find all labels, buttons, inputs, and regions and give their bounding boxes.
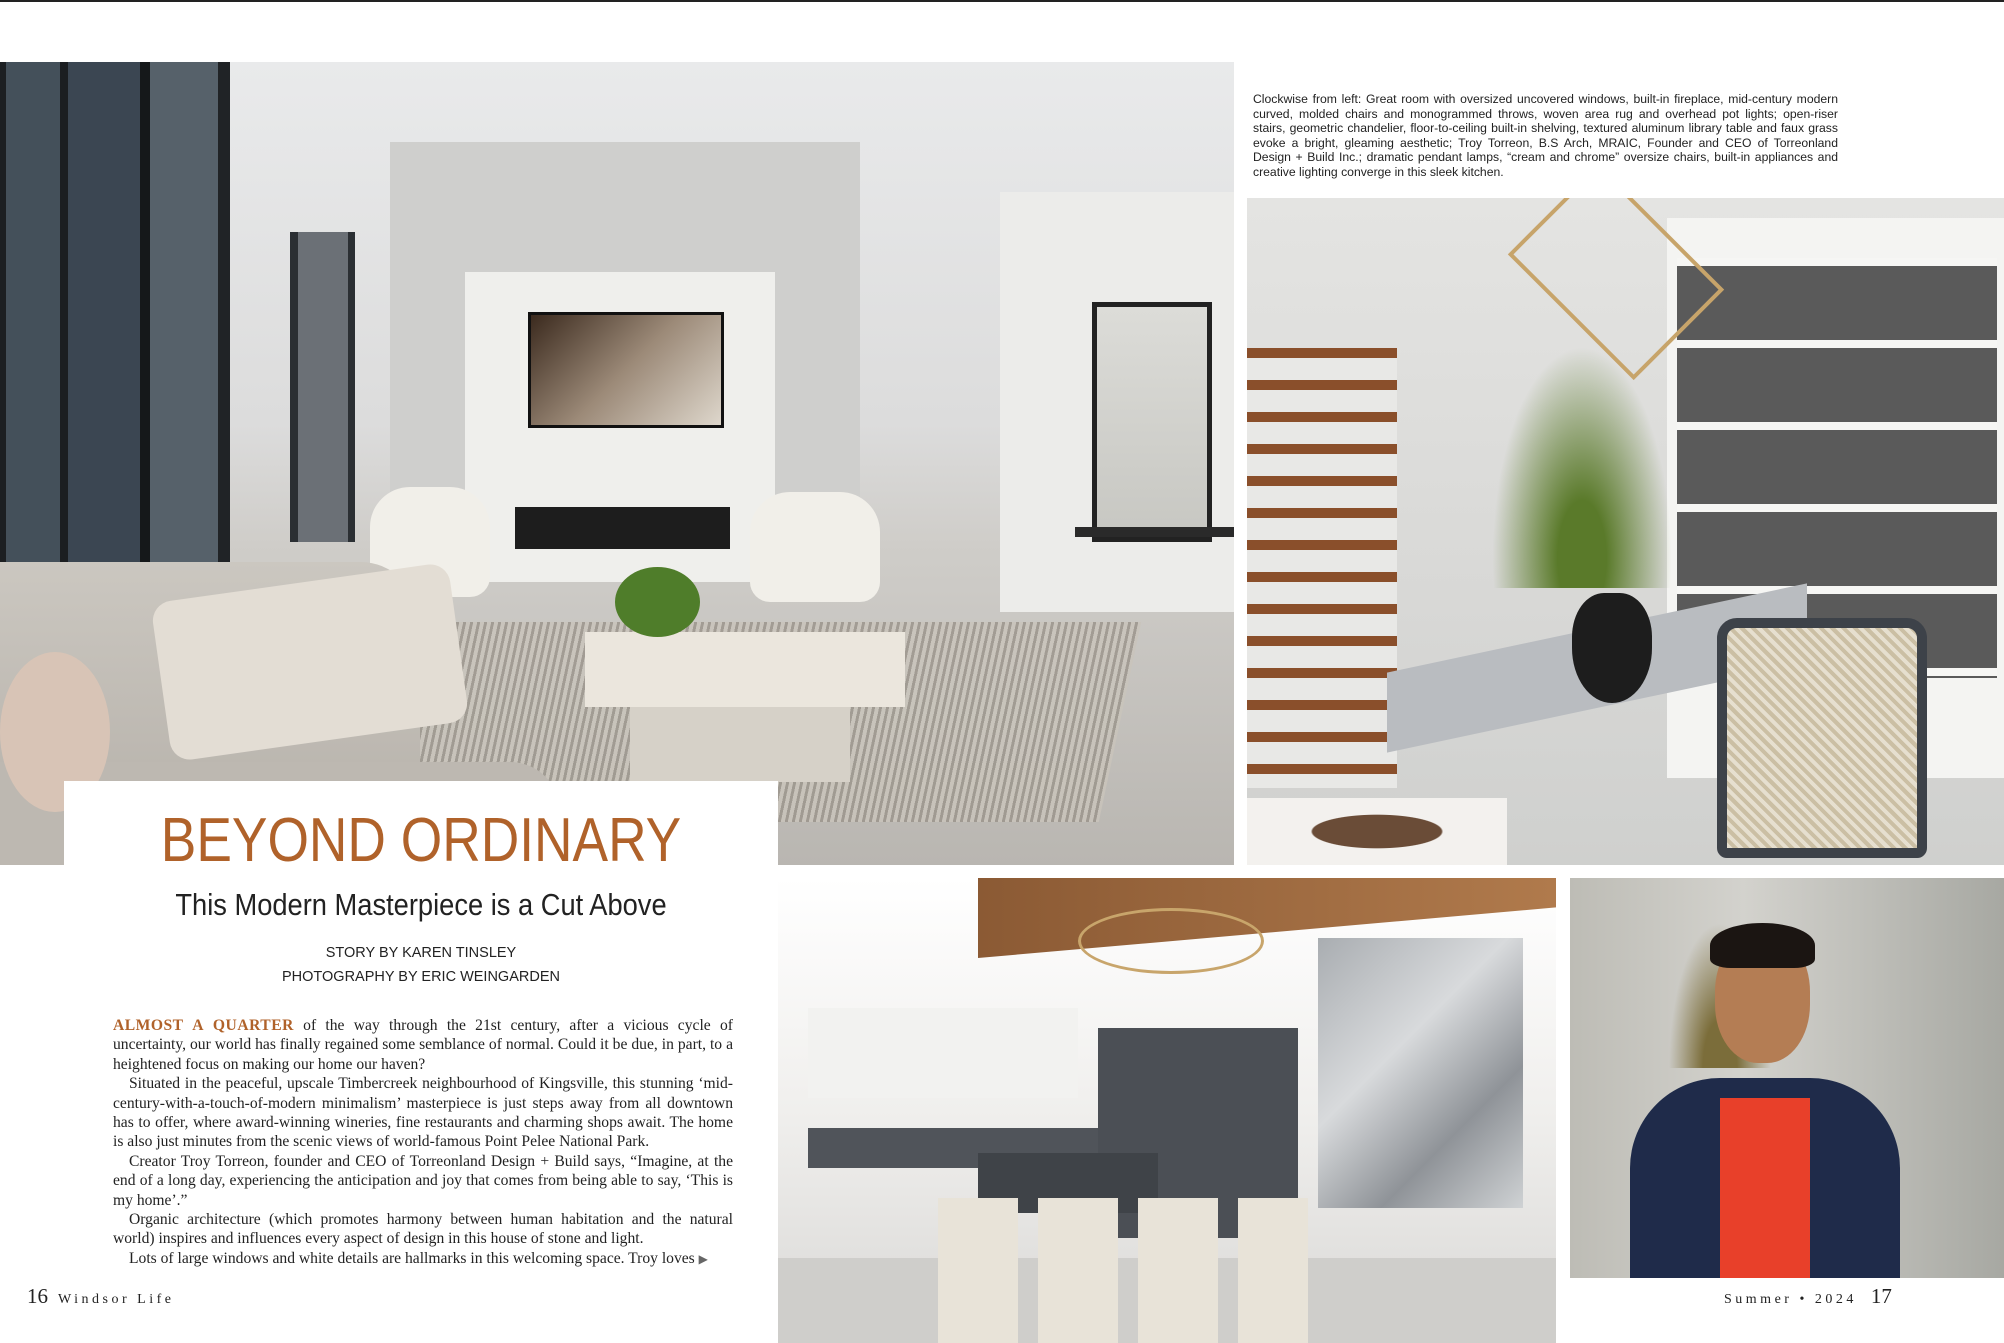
paragraph [113, 1016, 733, 1074]
faux-grass [1467, 288, 1697, 588]
portrait-photo [1570, 878, 2004, 1278]
issue-date: Summer • 2024 [1724, 1292, 1857, 1307]
pendant-lamps [1078, 908, 1264, 974]
great-room-photo [0, 62, 1234, 865]
paragraph [113, 1249, 733, 1269]
plant-arrangement [615, 567, 700, 637]
magazine-name: Windsor Life [58, 1292, 175, 1307]
television [528, 312, 724, 428]
continue-arrow-icon: ▶ [698, 1251, 708, 1266]
article-body [113, 1016, 733, 1269]
window [290, 232, 355, 542]
paragraph: Creator Troy Torreon, founder and CEO of Torreonland Design + Build says, “Imagine, at the end of a long day, experiencing the anticipation and joy that comes from being able to say, ‘This is my home’.” [113, 1152, 733, 1209]
left-folio [27, 1284, 174, 1309]
mirror [1092, 302, 1212, 542]
paragraph: Organic architecture (which promotes harmony between human habitation and the natural world) inspires and influences every aspect of design in this house of stone and light. [113, 1211, 733, 1248]
paragraph-text: Lots of large windows and white details are hallmarks in this welcoming space. Troy loves [129, 1249, 695, 1267]
article-subtitle: This Modern Masterpiece is a Cut Above [175, 887, 667, 922]
upper-cabinets [808, 1008, 1078, 1098]
article-title: BEYOND ORDINARY [160, 806, 682, 875]
paragraph: Situated in the peaceful, upscale Timbercreek neighbourhood of Kingsville, this stunning ‘mid-century-with-a-touch-of-modern minimalism’ masterpiece is just steps away from all downtown has to offer, where award-winning wineries, fine restaurants and charming shops await. The home is also just minutes from the scenic views of world-famous Point Pelee National Park. [113, 1075, 733, 1151]
marble-wall [1318, 938, 1523, 1208]
photography-byline: PHOTOGRAPHY BY ERIC WEINGARDEN [282, 969, 560, 985]
paragraph-text: of the way through the 21st century, after a vicious cycle of uncertainty, our world has finally regained some semblance of normal. Could it be due, in part, to a heightened focus on making our home our haven? [113, 1017, 733, 1073]
top-border [0, 0, 2004, 2]
right-page-number: 17 [1870, 1284, 1892, 1308]
coffee-table [585, 632, 905, 707]
lead-in: ALMOST A QUARTER [113, 1017, 294, 1034]
curved-chair-right [750, 492, 880, 602]
cowhide-rug [1247, 798, 1507, 865]
black-vase [1572, 593, 1652, 703]
right-folio [1724, 1284, 1892, 1309]
cane-chair [1717, 618, 1927, 858]
open-riser-stairs [1247, 348, 1397, 788]
red-shirt [1720, 1098, 1810, 1278]
library-office-photo [1247, 198, 2004, 865]
fireplace [515, 507, 730, 549]
bench [1075, 527, 1234, 537]
story-byline: STORY BY KAREN TINSLEY [325, 945, 517, 961]
coffee-table-base [630, 702, 850, 782]
left-page-number: 16 [27, 1284, 48, 1308]
window-wall [0, 62, 230, 622]
kitchen-photo [778, 878, 1556, 1343]
photo-caption: Clockwise from left: Great room with oversized uncovered windows, built-in fireplace, mid-century modern curved, molded chairs and monogrammed throws, woven area rug and overhead pot lights; open-riser stairs, geometric chandelier, floor-to-ceiling built-in shelving, textured aluminum library table and faux grass evoke a bright, gleaming aesthetic; Troy Torreon, B.S Arch, MRAIC, Founder and CEO of Torreonland Design + Build Inc.; dramatic pendant lamps, “cream and chrome” oversize chairs, built-in appliances and creative lighting converge in this sleek kitchen. [1253, 92, 1838, 179]
dining-chairs [938, 1198, 1308, 1343]
hair [1710, 923, 1815, 968]
